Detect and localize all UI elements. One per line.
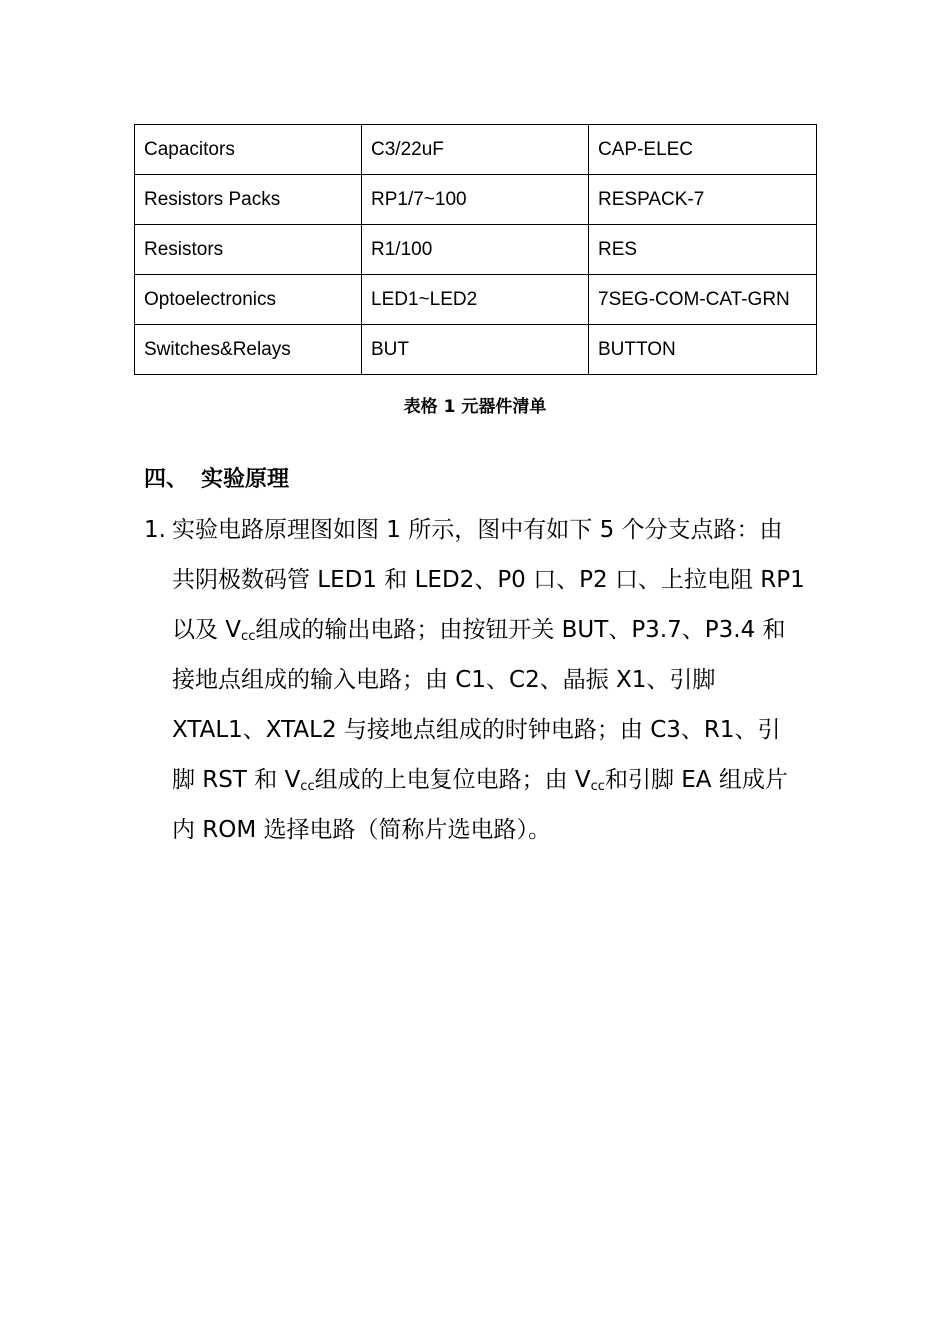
table-cell: Capacitors [135,125,362,175]
table-cell: R1/100 [362,225,589,275]
table-cell: Switches&Relays [135,325,362,375]
table-cell: BUT [362,325,589,375]
paragraph-line: XTAL1、XTAL2 与接地点组成的时钟电路；由 C3、R1、引 [172,717,781,743]
section-title: 实验原理 [201,467,290,492]
text-run: 脚 RST 和 V [172,767,301,793]
text-run: 组成的输出电路；由按钮开关 BUT、P3.7、P3.4 和 [255,617,786,643]
table-cell: BUTTON [589,325,817,375]
section-number: 四、 [144,467,189,492]
text-run: 以及 V [172,617,242,643]
paragraph-line: 内 ROM 选择电路（简称片选电路）。 [172,817,552,843]
table-cell: LED1~LED2 [362,275,589,325]
list-item-paragraph [144,505,812,855]
table-caption: 表格 1 元器件清单 [403,397,547,417]
table-cell: Optoelectronics [135,275,362,325]
subscript: cc [241,629,256,644]
paragraph-line [172,755,812,805]
table-row [135,225,817,275]
table-cell: Resistors Packs [135,175,362,225]
paragraph-line: 接地点组成的输入电路；由 C1、C2、晶振 X1、引脚 [172,667,716,693]
table-cell: CAP-ELEC [589,125,817,175]
table-row [135,325,817,375]
table-row [135,125,817,175]
subscript: cc [590,779,605,794]
paragraph-line: 共阴极数码管 LED1 和 LED2、P0 口、P2 口、上拉电阻 RP1 [172,567,805,593]
table-cell: Resistors [135,225,362,275]
table-cell: RP1/7~100 [362,175,589,225]
table-cell: RESPACK-7 [589,175,817,225]
table-row [135,175,817,225]
table-cell: C3/22uF [362,125,589,175]
component-table [134,124,817,375]
paragraph-line [172,605,812,655]
section-heading [144,462,289,493]
table-cell: RES [589,225,817,275]
list-marker: 1. [144,517,166,543]
paragraph-line: 实验电路原理图如图 1 所示，图中有如下 5 个分支点路：由 [172,517,783,543]
text-run: 组成的上电复位电路；由 V [314,767,591,793]
table-cell: 7SEG-COM-CAT-GRN [589,275,817,325]
text-run: 和引脚 EA 组成片 [604,767,788,793]
subscript: cc [300,779,315,794]
table-row [135,275,817,325]
